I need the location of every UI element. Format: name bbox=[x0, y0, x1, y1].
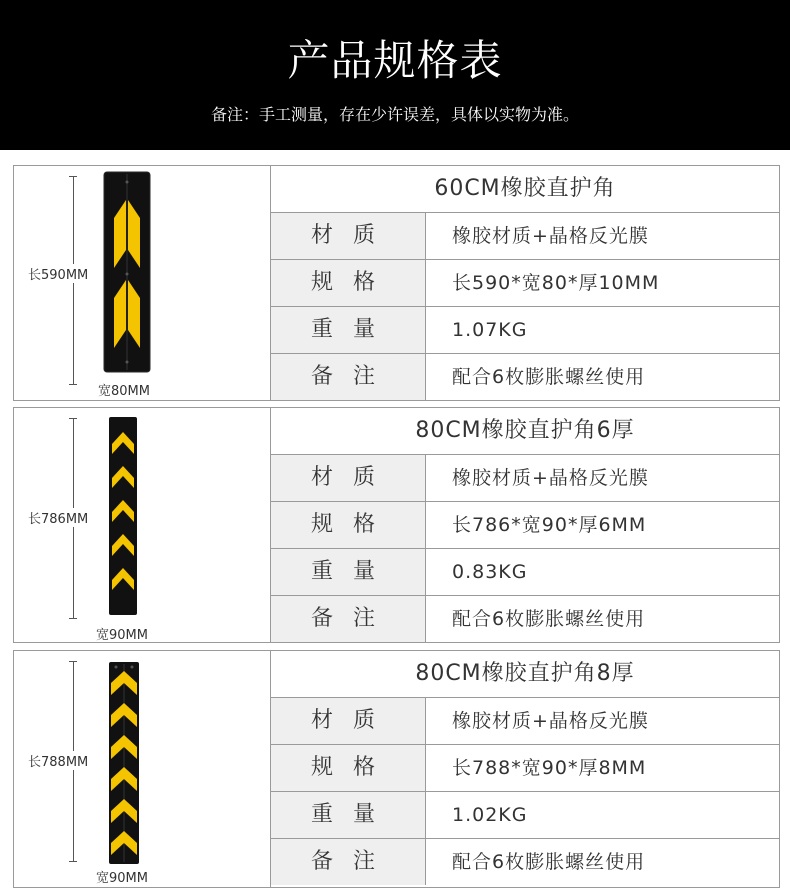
dimension-tick-top bbox=[69, 418, 77, 419]
corner-guard-image bbox=[102, 170, 152, 374]
spec-row-size bbox=[271, 260, 779, 307]
spec-row-note bbox=[271, 596, 779, 642]
spec-row-size bbox=[271, 502, 779, 549]
spec-row-note bbox=[271, 839, 779, 885]
spec-key: 规格 bbox=[271, 502, 426, 548]
product-image-cell bbox=[14, 408, 271, 642]
product-image-cell bbox=[14, 651, 271, 887]
product-card-1 bbox=[13, 165, 780, 401]
product-name: 80CM橡胶直护角8厚 bbox=[271, 651, 779, 698]
spec-value: 1.07KG bbox=[452, 319, 528, 341]
spec-value: 长786*宽90*厚6MM bbox=[452, 514, 647, 536]
page-title: 产品规格表 bbox=[287, 36, 503, 85]
spec-row-size bbox=[271, 745, 779, 792]
dimension-tick-bottom bbox=[69, 384, 77, 385]
spec-key: 重量 bbox=[271, 549, 426, 595]
spec-key: 备注 bbox=[271, 354, 426, 400]
spec-row-material bbox=[271, 455, 779, 502]
spec-value: 0.83KG bbox=[452, 561, 528, 583]
spec-table bbox=[271, 166, 779, 400]
product-image-cell bbox=[14, 166, 271, 400]
corner-guard-image bbox=[108, 661, 140, 865]
spec-row-note bbox=[271, 354, 779, 400]
page-note: 备注：手工测量，存在少许误差，具体以实物为准。 bbox=[210, 105, 579, 124]
spec-key: 材质 bbox=[271, 698, 426, 744]
length-label: 长788MM bbox=[28, 751, 88, 770]
spec-value: 1.02KG bbox=[452, 804, 528, 826]
spec-value: 配合6枚膨胀螺丝使用 bbox=[452, 608, 646, 630]
dimension-tick-top bbox=[69, 176, 77, 177]
spec-row-weight bbox=[271, 792, 779, 839]
product-card-3 bbox=[13, 650, 780, 888]
spec-key: 规格 bbox=[271, 745, 426, 791]
width-label: 宽90MM bbox=[96, 628, 148, 643]
spec-row-weight bbox=[271, 549, 779, 596]
dimension-tick-bottom bbox=[69, 618, 77, 619]
header-banner bbox=[0, 0, 790, 150]
spec-value: 配合6枚膨胀螺丝使用 bbox=[452, 851, 646, 873]
spec-key: 材质 bbox=[271, 213, 426, 259]
corner-guard-image bbox=[108, 416, 138, 616]
product-name: 80CM橡胶直护角6厚 bbox=[271, 408, 779, 455]
spec-row-material bbox=[271, 213, 779, 260]
length-label: 长786MM bbox=[28, 508, 88, 527]
spec-table bbox=[271, 651, 779, 887]
length-label: 长590MM bbox=[28, 264, 88, 283]
dimension-tick-top bbox=[69, 661, 77, 662]
product-name: 60CM橡胶直护角 bbox=[271, 166, 779, 213]
spec-value: 长788*宽90*厚8MM bbox=[452, 757, 647, 779]
spec-row-material bbox=[271, 698, 779, 745]
width-label: 宽80MM bbox=[98, 384, 150, 399]
spec-row-weight bbox=[271, 307, 779, 354]
spec-value: 橡胶材质+晶格反光膜 bbox=[452, 467, 649, 489]
spec-value: 配合6枚膨胀螺丝使用 bbox=[452, 366, 646, 388]
spec-key: 规格 bbox=[271, 260, 426, 306]
product-card-2 bbox=[13, 407, 780, 643]
spec-key: 材质 bbox=[271, 455, 426, 501]
spec-value: 橡胶材质+晶格反光膜 bbox=[452, 225, 649, 247]
spec-key: 备注 bbox=[271, 596, 426, 642]
spec-key: 重量 bbox=[271, 792, 426, 838]
spec-table bbox=[271, 408, 779, 642]
spec-key: 备注 bbox=[271, 839, 426, 885]
dimension-tick-bottom bbox=[69, 861, 77, 862]
spec-value: 橡胶材质+晶格反光膜 bbox=[452, 710, 649, 732]
width-label: 宽90MM bbox=[96, 871, 148, 886]
spec-value: 长590*宽80*厚10MM bbox=[452, 272, 660, 294]
spec-key: 重量 bbox=[271, 307, 426, 353]
